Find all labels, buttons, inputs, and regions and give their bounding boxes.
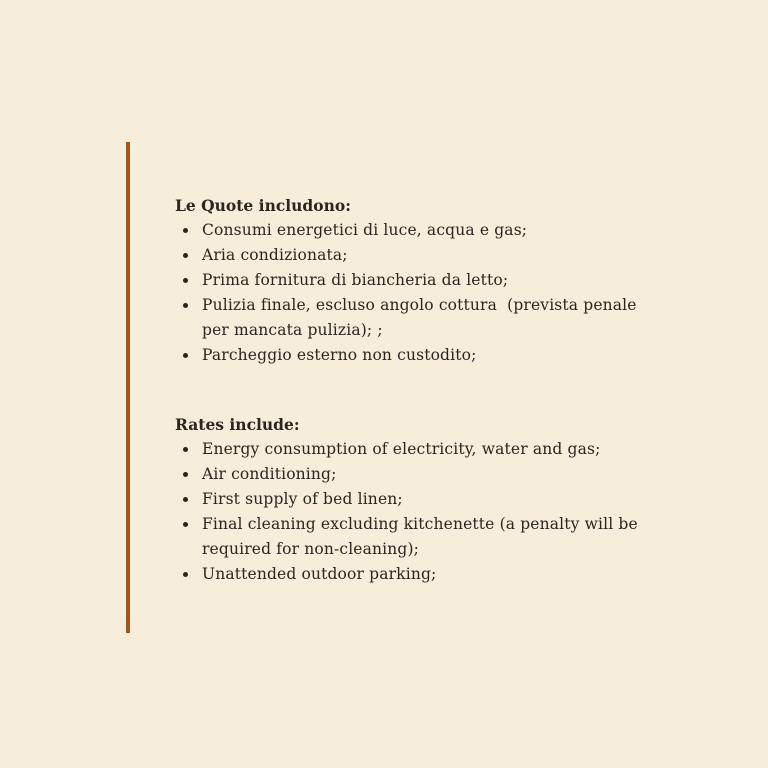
- bullet-icon: [183, 572, 188, 577]
- bullet-icon: [183, 278, 188, 283]
- list-item: Aria condizionata;: [175, 243, 695, 268]
- accent-bar: [126, 142, 130, 633]
- bullet-icon: [183, 522, 188, 527]
- list-item: Prima fornitura di biancheria da letto;: [175, 268, 695, 293]
- list-item: Air conditioning;: [175, 462, 695, 487]
- english-list: [175, 437, 695, 587]
- bullet-icon: [183, 353, 188, 358]
- italian-section: [175, 193, 695, 368]
- list-item: Parcheggio esterno non custodito;: [175, 343, 695, 368]
- list-item: Pulizia finale, escluso angolo cottura (prevista penale per mancata pulizia); ;: [175, 293, 695, 343]
- english-section: [175, 412, 695, 587]
- bullet-icon: [183, 497, 188, 502]
- italian-title: Le Quote includono:: [175, 196, 351, 215]
- bullet-icon: [183, 447, 188, 452]
- list-item: Consumi energetici di luce, acqua e gas;: [175, 218, 695, 243]
- bullet-icon: [183, 253, 188, 258]
- italian-list: [175, 218, 695, 368]
- list-item: Energy consumption of electricity, water and gas;: [175, 437, 695, 462]
- list-item: Unattended outdoor parking;: [175, 562, 695, 587]
- bullet-icon: [183, 472, 188, 477]
- rates-content: [175, 193, 695, 587]
- list-item: First supply of bed linen;: [175, 487, 695, 512]
- bullet-icon: [183, 228, 188, 233]
- bullet-icon: [183, 303, 188, 308]
- english-title: Rates include:: [175, 415, 300, 434]
- list-item: Final cleaning excluding kitchenette (a penalty will be required for non-cleaning);: [175, 512, 695, 562]
